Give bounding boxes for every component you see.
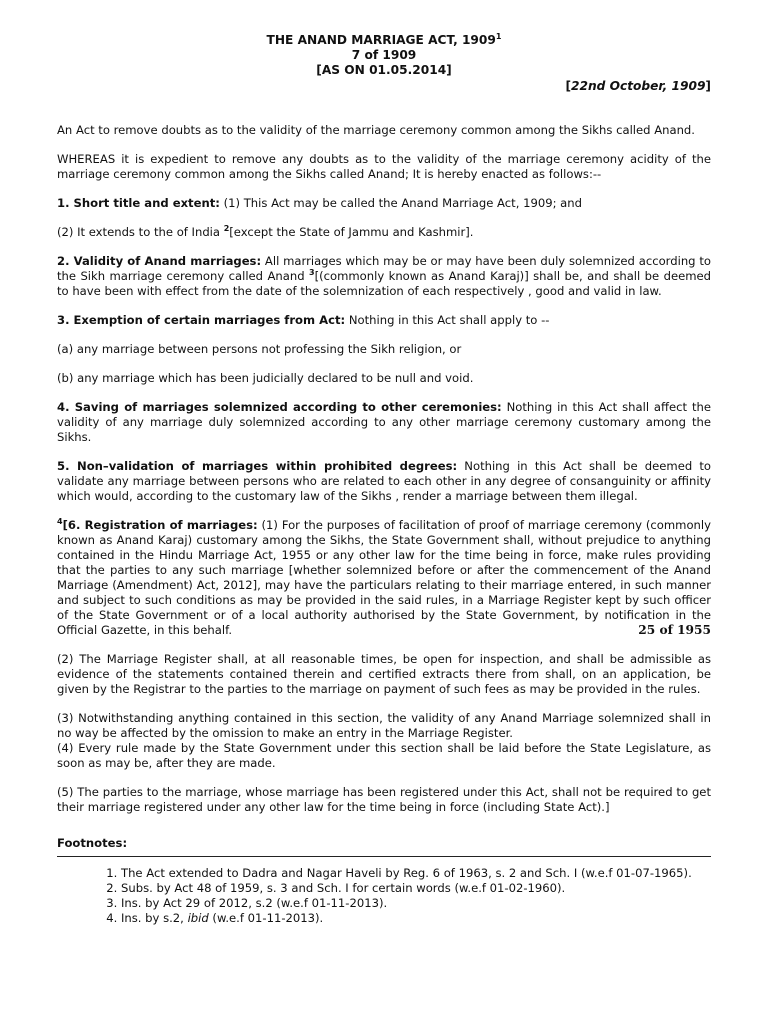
section-1-heading: 1. Short title and extent: <box>57 196 220 210</box>
preamble-intro: An Act to remove doubts as to the validity of the marriage ceremony common among the Sikhs called Anand. <box>57 123 695 137</box>
section-5-heading: 5. Non–validation of marriages within prohibited degrees: <box>57 459 458 473</box>
footnote-item: 1. The Act extended to Dadra and Nagar Haveli by Reg. 6 of 1963, s. 2 and Sch. I (w.e.f 01-07-1965). <box>121 866 711 881</box>
section-1-sub-2: (2) It extends to the of India $^2$[except the State of Jammu and Kashmir]. <box>57 224 474 239</box>
footnote-ref-1[interactable]: 1 <box>495 31 502 41</box>
section-3-clause-a: (a) any marriage between persons not professing the Sikh religion, or <box>57 342 462 356</box>
section-6-heading: [6. Registration of marriages: <box>62 518 258 532</box>
section-1 <box>57 196 711 211</box>
section-6-sub-3: (3) Notwithstanding anything contained in this section, the validity of any Anand Marriage solemnized shall in no way be affected by the omission to make an entry in the Marriage Register. <box>57 711 711 740</box>
enactment-date-text: 22nd October, 1909 <box>571 79 706 93</box>
enactment-date: [22nd October, 1909] <box>565 79 711 93</box>
act-title-text: THE ANAND MARRIAGE ACT, 1909 <box>266 33 496 47</box>
section-6-sub-4: (4) Every rule made by the State Government under this section shall be laid before the State Legislature, as soon as may be, after they are made. <box>57 741 711 770</box>
footnote-ref-3[interactable]: 3 <box>308 268 315 278</box>
section-1-text: (1) This Act may be called the Anand Marriage Act, 1909; and <box>219 196 582 210</box>
document-page <box>57 0 711 926</box>
section-3-heading: 3. Exemption of certain marriages from Act: <box>57 313 346 327</box>
section-5: 5. Non–validation of marriages within prohibited degrees: Nothing in this Act shall be deemed to validate any marriage between persons who are related to each other in any degree of consanguinity or affinity which would, according to the customary law of the Sikhs , render a marriage between them illegal. <box>57 459 712 503</box>
footnotes-heading: Footnotes: <box>57 836 128 850</box>
act-number: 7 of 1909 <box>351 48 417 62</box>
footnote-item: 3. Ins. by Act 29 of 2012, s.2 (w.e.f 01-11-2013). <box>121 896 711 911</box>
footnote-item: 2. Subs. by Act 48 of 1959, s. 3 and Sch. I for certain words (w.e.f 01-02-1960). <box>121 881 711 896</box>
footnote-item: 4. Ins. by s.2, ibid (w.e.f 01-11-2013). <box>121 911 711 926</box>
footnote-ref-2[interactable]: 2 <box>223 224 230 234</box>
footnotes-divider <box>57 856 711 857</box>
footnotes-list <box>57 866 711 926</box>
section-3-clause-b: (b) any marriage which has been judicially declared to be null and void. <box>57 371 474 385</box>
preamble-whereas: WHEREAS it is expedient to remove any doubts as to the validity of the marriage ceremony acidity of the marriage ceremony common among the Sikhs called Anand; It is hereby enacted as follows:-- <box>57 152 711 181</box>
footnote-ref-4[interactable]: 4 <box>57 517 63 527</box>
as-on-date: [AS ON 01.05.2014] <box>316 63 452 77</box>
section-3: 3. Exemption of certain marriages from Act: Nothing in this Act shall apply to -- <box>57 313 550 327</box>
section-6-sub-2: (2) The Marriage Register shall, at all reasonable times, be open for inspection, and shall be admissible as evidence of the statements contained therein and certified extracts there from shall, on an application, be given by the Registrar to the parties to the marriage on payment of such fees as may be provided in the rules. <box>57 652 711 696</box>
section-6-sub-5: (5) The parties to the marriage, whose marriage has been registered under this Act, shall not be required to get their marriage registered under any other law for the time being in force (including State Act).] <box>57 785 711 814</box>
section-4-heading: 4. Saving of marriages solemnized according to other ceremonies: <box>57 400 502 414</box>
section-4: 4. Saving of marriages solemnized according to other ceremonies: Nothing in this Act shall affect the validity of any marriage duly solemnized according to any other marriage ceremony customary among the Sikhs. <box>57 400 711 444</box>
section-2-heading: 2. Validity of Anand marriages: <box>57 254 262 268</box>
section-2: 2. Validity of Anand marriages: All marriages which may be or may have been duly solemnized according to the Sikh marriage ceremony called Anand $^3$[(commonly known as Anand Karaj)] shall be, and shall be deemed to have been with effect from the date of the solemnization of each respectively , good and valid in law. <box>57 254 711 298</box>
margin-note: 25 of 1955 <box>638 623 711 637</box>
act-title <box>57 33 711 48</box>
section-6-sub-1: $^4$[6. Registration of marriages: (1) For the purposes of facilitation of proof of marriage ceremony (commonly known as Anand Karaj) customary among the Sikhs, the State Government shall, without prejudice to anything contained in the Hindu Marriage Act, 1955 or any other law for the time being in force, make rules providing that the parties to any such marriage [whether solemnized before or after the commencement of the Anand Marriage (Amendment) Act, 2012], may have the particulars relating to their marriage entered, in such manner and subject to such conditions as may be provided in the said rules, in a Marriage Register kept by such officer of the State Government or of a local authority authorised by the State Government, by notification in the Official Gazette, in this behalf. 25 of 1955 <box>57 517 711 637</box>
